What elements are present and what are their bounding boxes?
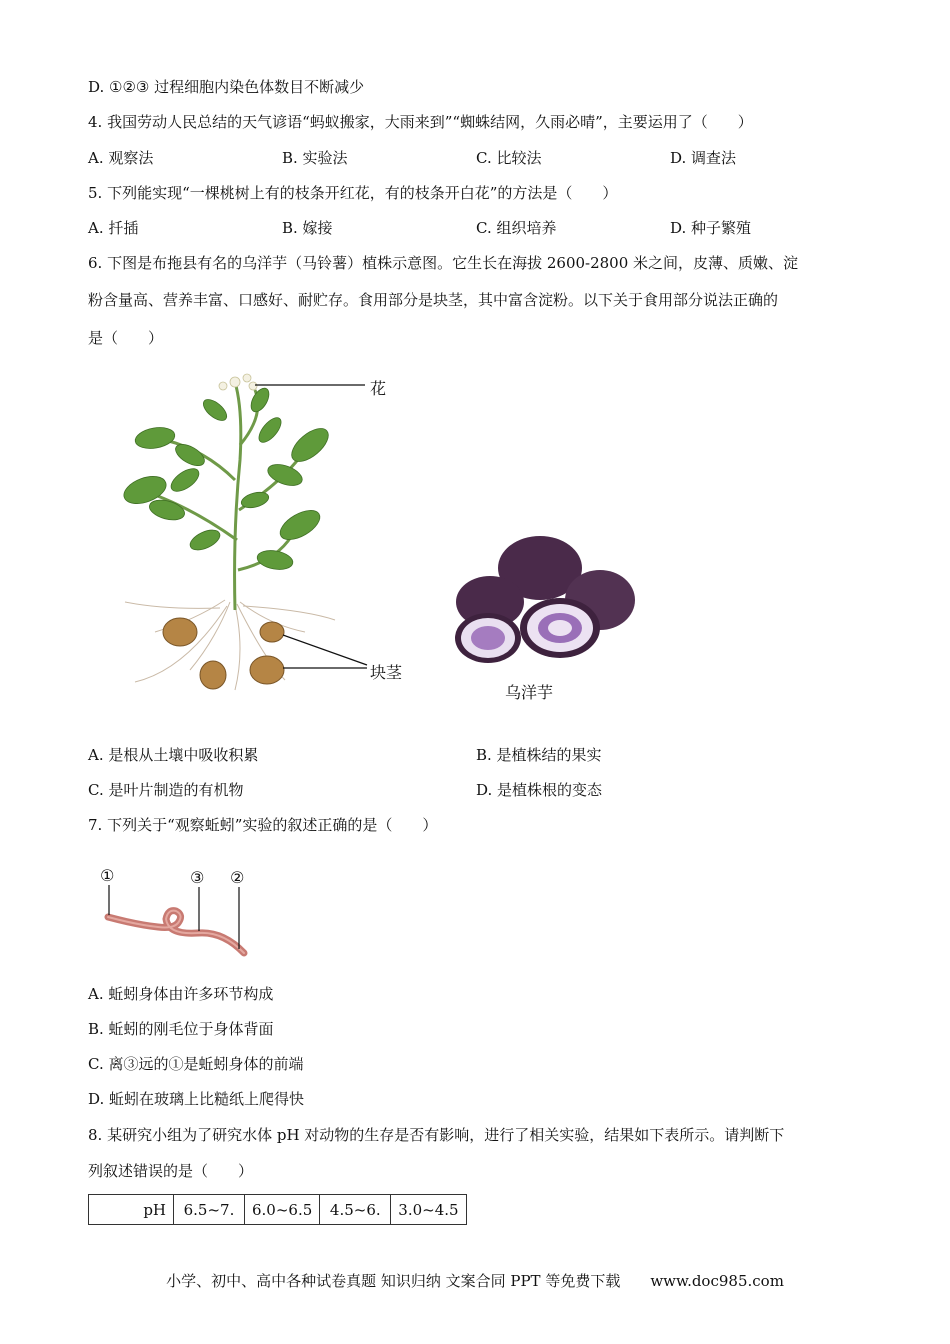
q4-option-c: C. 比较法 (476, 149, 542, 167)
table-header-cell: 6.0~6.5 (245, 1195, 320, 1225)
table-row (89, 1195, 467, 1225)
q7-stem: 7. 下列关于“观察蚯蚓”实验的叙述正确的是（ ） (88, 816, 438, 834)
q4-option-a: A. 观察法 (88, 149, 154, 167)
q7-option-a: A. 蚯蚓身体由许多环节构成 (88, 985, 274, 1003)
q7-option-c: C. 离③远的①是蚯蚓身体的前端 (88, 1055, 304, 1073)
q4-stem: 4. 我国劳动人民总结的天气谚语“蚂蚁搬家，大雨来到”“蜘蛛结网，久雨必晴”，主要运用了（ ） (88, 113, 753, 131)
q6-option-b: B. 是植株结的果实 (476, 746, 602, 764)
figure-label-flower: 花 (370, 379, 387, 398)
table-header-cell: 6.5~7. (174, 1195, 245, 1225)
q6-stem-line-1: 6. 下图是布拖县有名的乌洋芋（马铃薯）植株示意图。它生长在海拔 2600-2800 米之间，皮薄、质嫩、淀 (88, 254, 799, 272)
q5-option-b: B. 嫁接 (282, 219, 333, 237)
q7-option-b: B. 蚯蚓的刚毛位于身体背面 (88, 1020, 274, 1038)
q6-option-c: C. 是叶片制造的有机物 (88, 781, 244, 799)
q8-stem-line-1: 8. 某研究小组为了研究水体 pH 对动物的生存是否有影响，进行了相关实验，结果如下表所示。请判断下 (88, 1126, 785, 1144)
table-header-cell: pH (89, 1195, 174, 1225)
figure-label-tuber: 块茎 (370, 663, 403, 682)
purple-potato-photo (450, 530, 640, 670)
q6-stem-line-3: 是（ ） (88, 329, 164, 347)
potato-plant-illustration (95, 370, 415, 710)
q4-option-b: B. 实验法 (282, 149, 348, 167)
earthworm-label-3: ③ (190, 868, 205, 887)
table-header-cell: 3.0~4.5 (391, 1195, 466, 1225)
q5-option-a: A. 扦插 (88, 219, 139, 237)
q4-option-d: D. 调查法 (670, 149, 737, 167)
q3-option-d: D. ①②③ 过程细胞内染色体数目不断减少 (88, 78, 365, 96)
q6-stem-line-2: 粉含量高、营养丰富、口感好、耐贮存。食用部分是块茎，其中富含淀粉。以下关于食用部分说法正确的 (88, 291, 779, 309)
page-footer: 小学、初中、高中各种试卷真题 知识归纳 文案合同 PPT 等免费下载 www.doc985.com (166, 1272, 784, 1290)
table-header-cell: 4.5~6. (320, 1195, 391, 1225)
q6-option-a: A. 是根从土壤中吸收积累 (88, 746, 259, 764)
earthworm-label-1: ① (100, 866, 115, 885)
q7-option-d: D. 蚯蚓在玻璃上比糙纸上爬得快 (88, 1090, 305, 1108)
q6-option-d: D. 是植株根的变态 (476, 781, 603, 799)
ph-results-table (88, 1194, 467, 1225)
figure-label-purple-potato: 乌洋芋 (505, 683, 554, 702)
q5-option-d: D. 种子繁殖 (670, 219, 752, 237)
q5-option-c: C. 组织培养 (476, 219, 557, 237)
q8-stem-line-2: 列叙述错误的是（ ） (88, 1162, 254, 1180)
earthworm-label-2: ② (230, 868, 245, 887)
q5-stem: 5. 下列能实现“一棵桃树上有的枝条开红花，有的枝条开白花”的方法是（ ） (88, 184, 618, 202)
